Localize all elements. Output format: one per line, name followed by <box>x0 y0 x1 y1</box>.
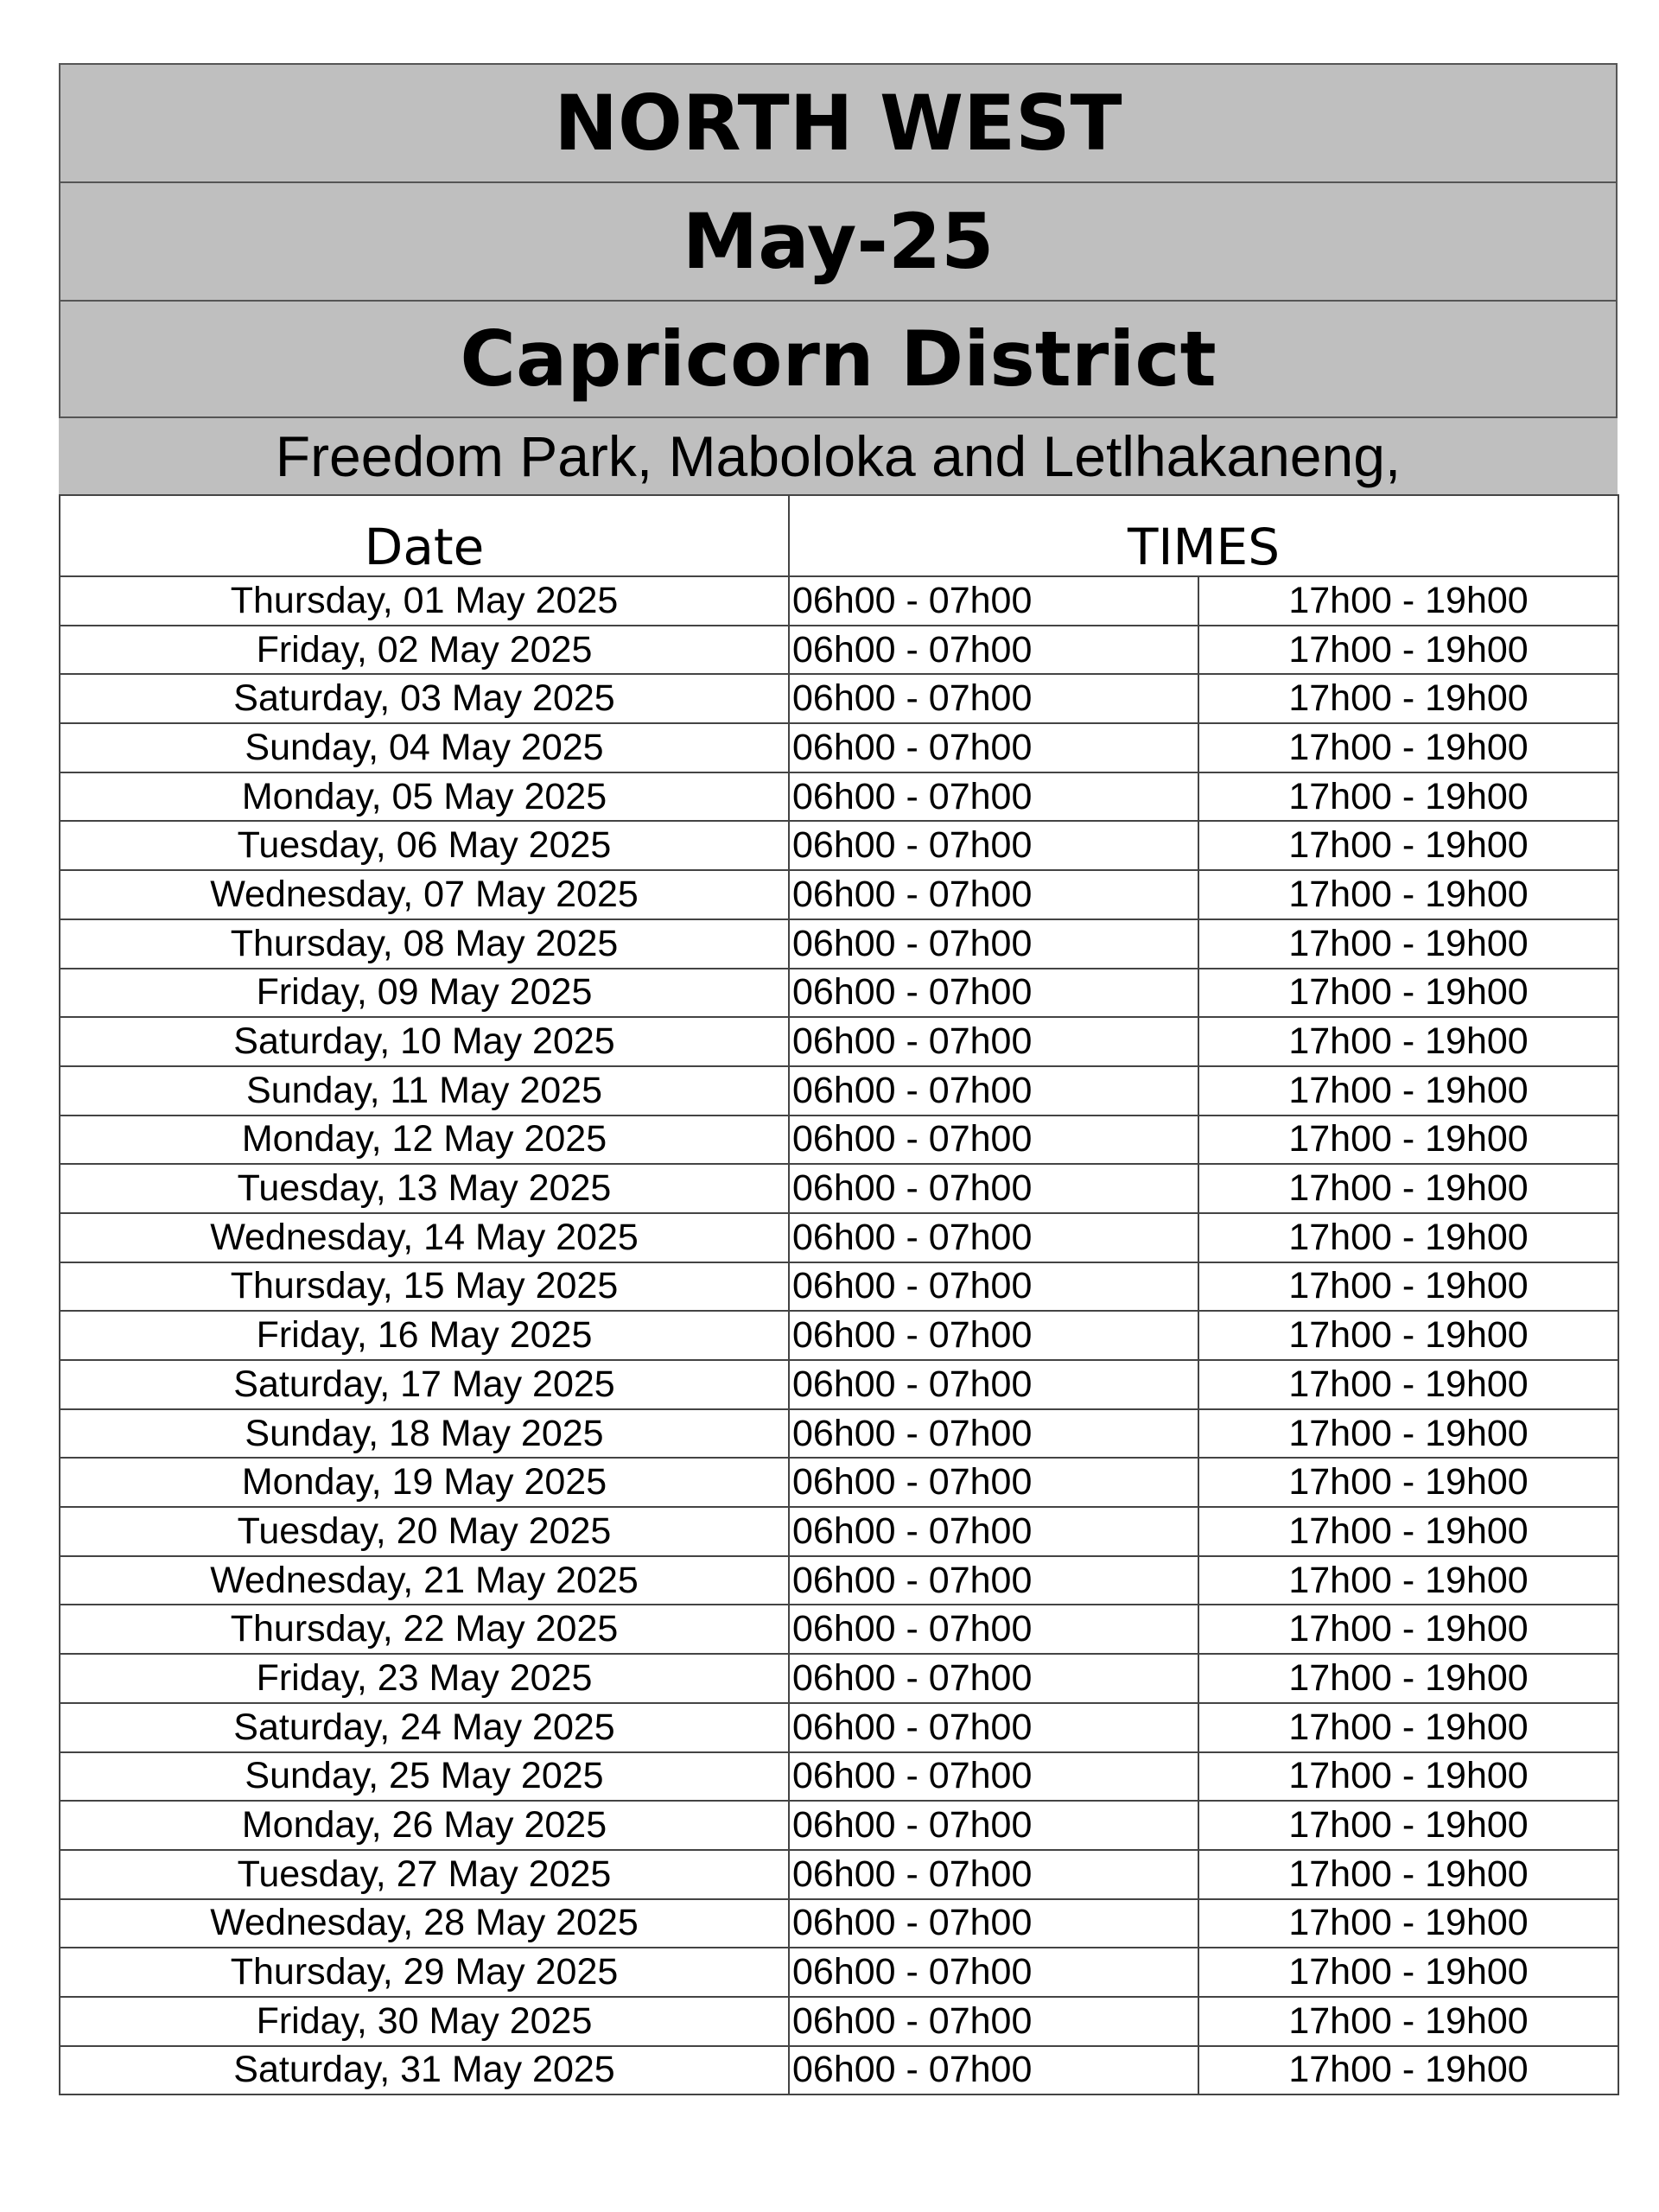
date-cell: Tuesday, 06 May 2025 <box>60 821 789 870</box>
table-row <box>60 772 1618 822</box>
table-header-row <box>60 495 1618 576</box>
table-row <box>60 723 1618 772</box>
table-row <box>60 1017 1618 1066</box>
evening-time-cell: 17h00 - 19h00 <box>1198 1899 1618 1948</box>
morning-time-cell: 06h00 - 07h00 <box>789 576 1198 626</box>
table-row <box>60 919 1618 969</box>
table-row <box>60 1556 1618 1605</box>
date-cell: Monday, 05 May 2025 <box>60 772 789 822</box>
morning-time-cell: 06h00 - 07h00 <box>789 1605 1198 1654</box>
morning-time-cell: 06h00 - 07h00 <box>789 1017 1198 1066</box>
evening-time-cell: 17h00 - 19h00 <box>1198 1948 1618 1997</box>
evening-time-cell: 17h00 - 19h00 <box>1198 821 1618 870</box>
morning-time-cell: 06h00 - 07h00 <box>789 772 1198 822</box>
region-title: NORTH WEST <box>59 63 1618 181</box>
evening-time-cell: 17h00 - 19h00 <box>1198 1458 1618 1507</box>
date-cell: Monday, 12 May 2025 <box>60 1116 789 1165</box>
evening-time-cell: 17h00 - 19h00 <box>1198 1703 1618 1752</box>
morning-time-cell: 06h00 - 07h00 <box>789 1213 1198 1262</box>
date-cell: Saturday, 31 May 2025 <box>60 2046 789 2095</box>
morning-time-cell: 06h00 - 07h00 <box>789 1556 1198 1605</box>
table-row <box>60 870 1618 919</box>
table-row <box>60 1360 1618 1409</box>
morning-time-cell: 06h00 - 07h00 <box>789 1311 1198 1360</box>
evening-time-cell: 17h00 - 19h00 <box>1198 1752 1618 1802</box>
table-row <box>60 1262 1618 1312</box>
morning-time-cell: 06h00 - 07h00 <box>789 919 1198 969</box>
date-cell: Friday, 23 May 2025 <box>60 1654 789 1703</box>
morning-time-cell: 06h00 - 07h00 <box>789 674 1198 723</box>
date-cell: Tuesday, 27 May 2025 <box>60 1850 789 1899</box>
date-cell: Wednesday, 14 May 2025 <box>60 1213 789 1262</box>
morning-time-cell: 06h00 - 07h00 <box>789 1801 1198 1850</box>
date-cell: Sunday, 25 May 2025 <box>60 1752 789 1802</box>
table-row <box>60 1654 1618 1703</box>
date-cell: Wednesday, 28 May 2025 <box>60 1899 789 1948</box>
table-row <box>60 576 1618 626</box>
date-cell: Thursday, 22 May 2025 <box>60 1605 789 1654</box>
evening-time-cell: 17h00 - 19h00 <box>1198 723 1618 772</box>
date-cell: Friday, 30 May 2025 <box>60 1997 789 2046</box>
morning-time-cell: 06h00 - 07h00 <box>789 1507 1198 1556</box>
evening-time-cell: 17h00 - 19h00 <box>1198 772 1618 822</box>
table-row <box>60 1948 1618 1997</box>
column-header-date: Date <box>60 495 789 576</box>
evening-time-cell: 17h00 - 19h00 <box>1198 1066 1618 1116</box>
table-row <box>60 2046 1618 2095</box>
date-cell: Saturday, 24 May 2025 <box>60 1703 789 1752</box>
evening-time-cell: 17h00 - 19h00 <box>1198 969 1618 1018</box>
morning-time-cell: 06h00 - 07h00 <box>789 1850 1198 1899</box>
morning-time-cell: 06h00 - 07h00 <box>789 821 1198 870</box>
evening-time-cell: 17h00 - 19h00 <box>1198 870 1618 919</box>
table-row <box>60 1752 1618 1802</box>
morning-time-cell: 06h00 - 07h00 <box>789 1164 1198 1213</box>
date-cell: Monday, 19 May 2025 <box>60 1458 789 1507</box>
schedule-sheet <box>59 63 1618 2095</box>
table-row <box>60 1311 1618 1360</box>
date-cell: Saturday, 10 May 2025 <box>60 1017 789 1066</box>
month-title: May-25 <box>59 181 1618 300</box>
evening-time-cell: 17h00 - 19h00 <box>1198 1213 1618 1262</box>
column-header-times: TIMES <box>789 495 1618 576</box>
morning-time-cell: 06h00 - 07h00 <box>789 1116 1198 1165</box>
morning-time-cell: 06h00 - 07h00 <box>789 723 1198 772</box>
table-row <box>60 1997 1618 2046</box>
morning-time-cell: 06h00 - 07h00 <box>789 626 1198 675</box>
table-row <box>60 1605 1618 1654</box>
morning-time-cell: 06h00 - 07h00 <box>789 1899 1198 1948</box>
date-cell: Friday, 16 May 2025 <box>60 1311 789 1360</box>
date-cell: Sunday, 18 May 2025 <box>60 1409 789 1459</box>
date-cell: Thursday, 01 May 2025 <box>60 576 789 626</box>
evening-time-cell: 17h00 - 19h00 <box>1198 1997 1618 2046</box>
areas-subtitle: Freedom Park, Maboloka and Letlhakaneng, <box>59 418 1618 494</box>
date-cell: Tuesday, 13 May 2025 <box>60 1164 789 1213</box>
evening-time-cell: 17h00 - 19h00 <box>1198 674 1618 723</box>
date-cell: Saturday, 17 May 2025 <box>60 1360 789 1409</box>
evening-time-cell: 17h00 - 19h00 <box>1198 1654 1618 1703</box>
morning-time-cell: 06h00 - 07h00 <box>789 1752 1198 1802</box>
evening-time-cell: 17h00 - 19h00 <box>1198 1801 1618 1850</box>
table-row <box>60 1213 1618 1262</box>
evening-time-cell: 17h00 - 19h00 <box>1198 1262 1618 1312</box>
date-cell: Friday, 02 May 2025 <box>60 626 789 675</box>
table-row <box>60 1409 1618 1459</box>
evening-time-cell: 17h00 - 19h00 <box>1198 626 1618 675</box>
table-row <box>60 626 1618 675</box>
table-row <box>60 821 1618 870</box>
evening-time-cell: 17h00 - 19h00 <box>1198 576 1618 626</box>
district-title: Capricorn District <box>59 300 1618 418</box>
morning-time-cell: 06h00 - 07h00 <box>789 1997 1198 2046</box>
schedule-table <box>59 494 1619 2095</box>
table-row <box>60 1703 1618 1752</box>
evening-time-cell: 17h00 - 19h00 <box>1198 1116 1618 1165</box>
date-cell: Wednesday, 07 May 2025 <box>60 870 789 919</box>
morning-time-cell: 06h00 - 07h00 <box>789 969 1198 1018</box>
evening-time-cell: 17h00 - 19h00 <box>1198 2046 1618 2095</box>
morning-time-cell: 06h00 - 07h00 <box>789 1409 1198 1459</box>
morning-time-cell: 06h00 - 07h00 <box>789 1654 1198 1703</box>
date-cell: Sunday, 04 May 2025 <box>60 723 789 772</box>
date-cell: Saturday, 03 May 2025 <box>60 674 789 723</box>
evening-time-cell: 17h00 - 19h00 <box>1198 1409 1618 1459</box>
evening-time-cell: 17h00 - 19h00 <box>1198 1164 1618 1213</box>
evening-time-cell: 17h00 - 19h00 <box>1198 1556 1618 1605</box>
table-row <box>60 1458 1618 1507</box>
morning-time-cell: 06h00 - 07h00 <box>789 1066 1198 1116</box>
evening-time-cell: 17h00 - 19h00 <box>1198 1507 1618 1556</box>
evening-time-cell: 17h00 - 19h00 <box>1198 919 1618 969</box>
evening-time-cell: 17h00 - 19h00 <box>1198 1605 1618 1654</box>
evening-time-cell: 17h00 - 19h00 <box>1198 1360 1618 1409</box>
date-cell: Tuesday, 20 May 2025 <box>60 1507 789 1556</box>
table-row <box>60 1116 1618 1165</box>
date-cell: Thursday, 15 May 2025 <box>60 1262 789 1312</box>
morning-time-cell: 06h00 - 07h00 <box>789 2046 1198 2095</box>
table-row <box>60 1801 1618 1850</box>
morning-time-cell: 06h00 - 07h00 <box>789 1458 1198 1507</box>
evening-time-cell: 17h00 - 19h00 <box>1198 1311 1618 1360</box>
evening-time-cell: 17h00 - 19h00 <box>1198 1017 1618 1066</box>
table-row <box>60 1066 1618 1116</box>
date-cell: Sunday, 11 May 2025 <box>60 1066 789 1116</box>
morning-time-cell: 06h00 - 07h00 <box>789 1360 1198 1409</box>
table-row <box>60 1164 1618 1213</box>
morning-time-cell: 06h00 - 07h00 <box>789 1262 1198 1312</box>
table-row <box>60 674 1618 723</box>
morning-time-cell: 06h00 - 07h00 <box>789 1703 1198 1752</box>
date-cell: Friday, 09 May 2025 <box>60 969 789 1018</box>
schedule-rows <box>60 576 1618 2094</box>
date-cell: Thursday, 08 May 2025 <box>60 919 789 969</box>
evening-time-cell: 17h00 - 19h00 <box>1198 1850 1618 1899</box>
table-row <box>60 1850 1618 1899</box>
morning-time-cell: 06h00 - 07h00 <box>789 1948 1198 1997</box>
date-cell: Thursday, 29 May 2025 <box>60 1948 789 1997</box>
table-row <box>60 1899 1618 1948</box>
table-row <box>60 1507 1618 1556</box>
table-row <box>60 969 1618 1018</box>
morning-time-cell: 06h00 - 07h00 <box>789 870 1198 919</box>
date-cell: Monday, 26 May 2025 <box>60 1801 789 1850</box>
date-cell: Wednesday, 21 May 2025 <box>60 1556 789 1605</box>
